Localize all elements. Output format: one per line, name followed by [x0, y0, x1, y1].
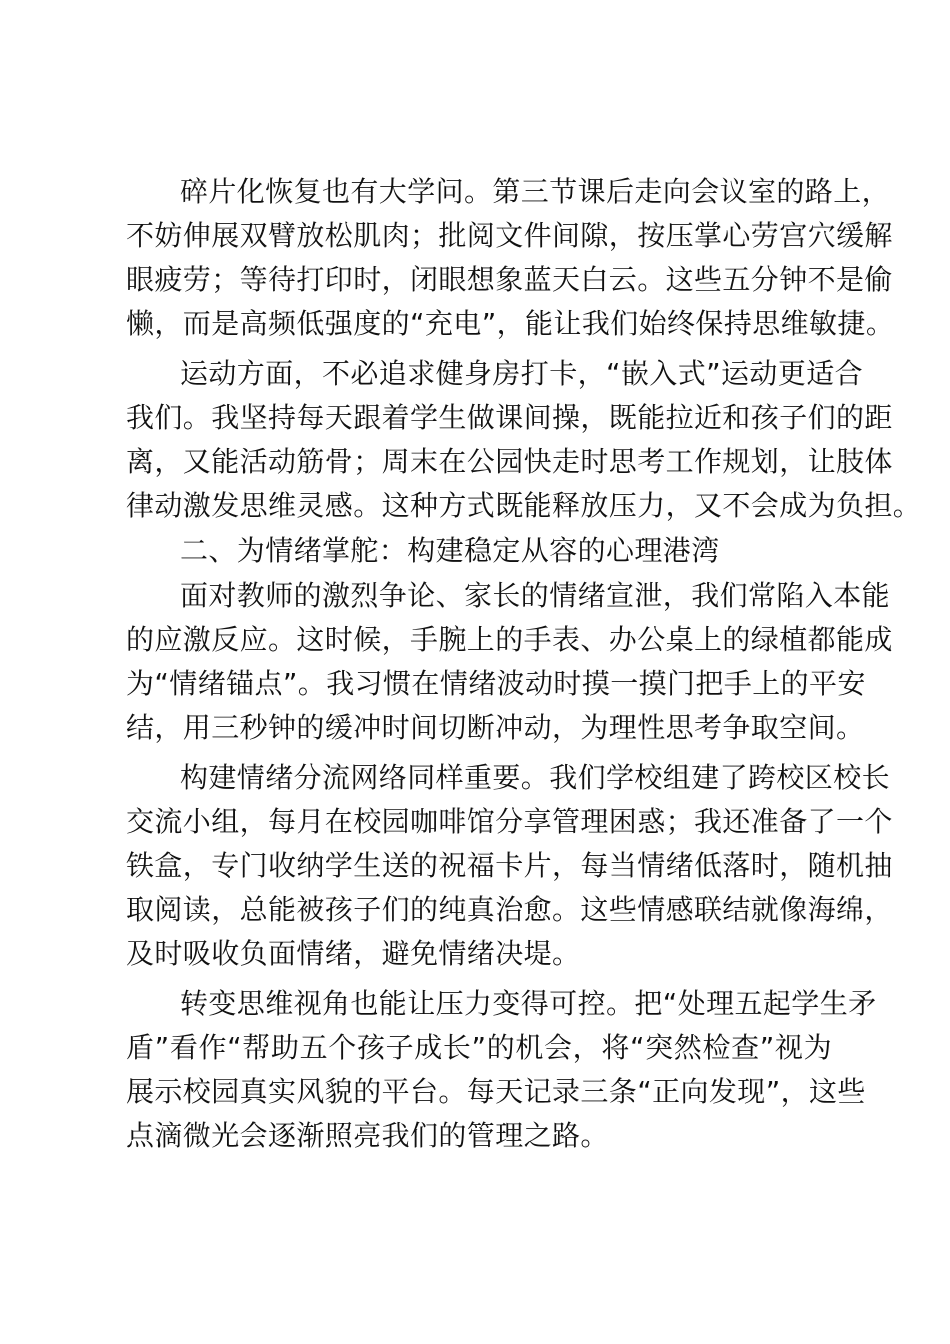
paragraph-line: 展示校园真实风貌的平台。每天记录三条“正向发现”，这些	[126, 1075, 866, 1108]
paragraph-line: 眼疲劳；等待打印时，闭眼想象蓝天白云。这些五分钟不是偷	[126, 263, 893, 296]
paragraph-line: 构建情绪分流网络同样重要。我们学校组建了跨校区校长	[180, 761, 891, 794]
paragraph-line: 为“情绪锚点”。我习惯在情绪波动时摸一摸门把手上的平安	[126, 667, 866, 700]
paragraph-line: 律动激发思维灵感。这种方式既能释放压力，又不会成为负担。	[126, 489, 922, 522]
paragraph-line: 及时吸收负面情绪，避免情绪决堤。	[126, 937, 581, 970]
paragraph-line: 转变思维视角也能让压力变得可控。把“处理五起学生矛	[180, 987, 877, 1020]
paragraph-line: 面对教师的激烈争论、家长的情绪宣泄，我们常陷入本能	[180, 579, 891, 612]
paragraph-line: 盾”看作“帮助五个孩子成长”的机会，将“突然检查”视为	[126, 1031, 832, 1064]
paragraph-line: 铁盒，专门收纳学生送的祝福卡片，每当情绪低落时，随机抽	[126, 849, 893, 882]
paragraph-line: 取阅读，总能被孩子们的纯真治愈。这些情感联结就像海绵，	[126, 893, 893, 926]
paragraph-line: 碎片化恢复也有大学问。第三节课后走向会议室的路上，	[180, 175, 891, 208]
paragraph-line: 结，用三秒钟的缓冲时间切断冲动，为理性思考争取空间。	[126, 711, 865, 744]
section-heading: 二、为情绪掌舵：构建稳定从容的心理港湾	[180, 534, 720, 567]
paragraph-line: 离，又能活动筋骨；周末在公园快走时思考工作规划，让肢体	[126, 445, 893, 478]
paragraph-line: 的应激反应。这时候，手腕上的手表、办公桌上的绿植都能成	[126, 623, 893, 656]
paragraph-line: 我们。我坚持每天跟着学生做课间操，既能拉近和孩子们的距	[126, 401, 893, 434]
paragraph-line: 不妨伸展双臂放松肌肉；批阅文件间隙，按压掌心劳宫穴缓解	[126, 219, 893, 252]
paragraph-line: 交流小组，每月在校园咖啡馆分享管理困惑；我还准备了一个	[126, 805, 893, 838]
paragraph-line: 运动方面，不必追求健身房打卡，“嵌入式”运动更适合	[180, 357, 864, 390]
paragraph-line: 懒，而是高频低强度的“充电”，能让我们始终保持思维敏捷。	[126, 307, 895, 340]
paragraph-line: 点滴微光会逐渐照亮我们的管理之路。	[126, 1119, 609, 1152]
